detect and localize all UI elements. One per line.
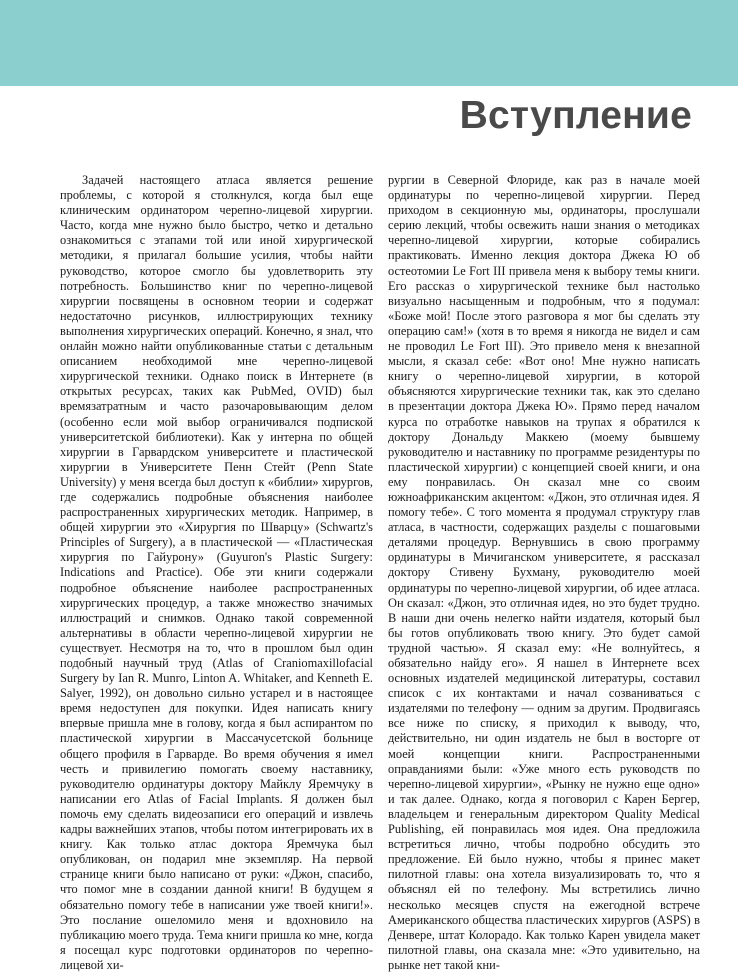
- page-title: Вступление: [459, 94, 692, 137]
- header-band: [0, 0, 738, 86]
- body-paragraph: Задачей настоящего атласа является решение проблемы, с которой я столкнулся, когда был еще клиническим ординатором черепно-лицевой хирургии. Часто, когда мне нужно было быстро, четко и детально ознакомиться с этапами той или иной хирургической методики, я прилагал большие усилия, чтобы найти руководство, которое смогло бы удовлетворить эту потребность. Большинство книг по черепно-лицевой хирургии посвящены в основном теории и содержат недостаточно рисунков, иллюстрирующих технику выполнения хирургических операций. Конечно, я знал, что онлайн можно найти опубликованные статьи с детальным описанием необходимой мне черепно-лицевой хирургической техники. Однако поиск в Интернете (в открытых ресурсах, таких как PubMed, OVID) был времязатратным и часто разочаровывающим делом (особенно если мой выбор ограничивался подпиской университетской библиотеки). Как у интерна по общей хирургии в Гарвардском университете и пластической хирургии в Университете Пенн Стейт (Penn State University) у меня всегда был доступ к «библии» хирургов, где содержались подробные объяснения наиболее распространенных хирургических методик. Например, в общей хирургии это «Хирургия по Шварцу» (Schwartz's Principles of Surgery), а в пластической — «Пластическая хирургия по Гайурону» (Guyuron's Plastic Surgery: Indications and Practice). Обе эти книги содержали подробное объяснение наиболее распространенных хирургических процедур, а также множество значимых иллюстраций и снимков. Однако такой современной альтернативы в области черепно-лицевой хирургии не существует. Несмотря на то, что в прошлом был один подобный научный труд (Atlas of Craniomaxillofacial Surgery by Ian R. Munro, Linton A. Whitaker, and Kenneth E. Salyer, 1992), он довольно сильно устарел и в настоящее время недоступен для покупки. Идея написать книгу впервые пришла мне в голову, когда я был аспирантом по пластической хирургии в Массачусетской больнице общего профиля в Гарварде. Во время обучения я имел честь и привилегию помогать своему наставнику, руководителю ординатуры доктору Майклу Яремчуку в написании его Atlas of Facial Implants. Я должен был помочь ему сделать видеозаписи его операций и извлечь кадры важнейших этапов, чтобы потом интегрировать их в книгу. Как только атлас доктора Яремчука был опубликован, он подарил мне экземпляр. На первой странице книги было написано от руки: «Джон, спасибо, что помог мне в создании данной книги! В будущем я обязательно помогу тебе в написании уже твоей книги!». Это послание ошеломило меня и вдохновило на публикацию моего труда. Тема книги пришла ко мне, когда я посещал курс подготовки ординаторов по черепно-лицевой хи-: [60, 173, 373, 972]
- text-column-right: [388, 173, 700, 972]
- text-column-left: [60, 173, 373, 972]
- body-paragraph: рургии в Северной Флориде, как раз в начале моей ординатуры по черепно-лицевой хирургии. Перед приходом в секционную мы, ординаторы, прослушали серию лекций, чтобы освежить наши знания о методиках черепно-лицевой хирургии, которые собирались практиковать. Именно лекция доктора Джека Ю об остеотомии Le Fort III привела меня к выбору темы книги. Его рассказ о хирургической технике был настолько визуально насыщенным и подробным, что я подумал: «Боже мой! После этого разговора я мог бы сделать эту операцию сам!» (хотя в то время я никогда не видел и сам не проводил Le Fort III). Это привело меня к внезапной мысли, я сказал себе: «Вот оно! Мне нужно написать книгу о черепно-лицевой хирургии, в которой объясняются хирургические техники так, как это сделано в презентации доктора Джека Ю». Прямо перед началом курса по отработке навыков на трупах я обратился к доктору Дональду Маккею (моему бывшему руководителю и наставнику по программе резидентуры по пластической хирургии) с концепцией своей книги, и она ему понравилась. Он сказал мне со своим южноафриканским акцентом: «Джон, это отличная идея. Я помогу тебе». С того момента я продумал структуру глав атласа, в частности, содержащих разделы с пошаговыми деталями процедур. Вернувшись в свою программу ординатуры в Мичиганском университете, я рассказал доктору Стивену Бухману, руководителю моей ординатуры по черепно-лицевой хирургии, об идее атласа. Он сказал: «Джон, это отличная идея, но это будет трудно. В наши дни очень нелегко найти издателя, который был бы готов опубликовать твою книгу. Это будет самой трудной частью». Я сказал ему: «Не волнуйтесь, я обязательно найду его». Я нашел в Интернете всех основных издателей медицинской литературы, составил список с их контактами и начал созваниваться с издателями по телефону — одним за другим. Продвигаясь все ниже по списку, я приходил к выводу, что, действительно, ни один издатель не был в восторге от моей концепции книги. Распространенными оправданиями были: «Уже много есть руководств по черепно-лицевой хирургии», «Рынку не нужно еще одно» и так далее. Однако, когда я поговорил с Карен Бергер, владельцем и генеральным директором Quality Medical Publishing, ей понравилась моя идея. Она предложила встретиться лично, чтобы подробно обсудить это предложение. Ей было нужно, чтобы я принес макет пилотной главы: она хотела визуализировать то, что я объяснял ей по телефону. Мы встретились лично несколько месяцев спустя на ежегодной встрече Американского общества пластических хирургов (ASPS) в Денвере, штат Колорадо. Как только Карен увидела макет пилотной главы, она сказала мне: «Это удивительно, на рынке нет такой кни-: [388, 173, 700, 972]
